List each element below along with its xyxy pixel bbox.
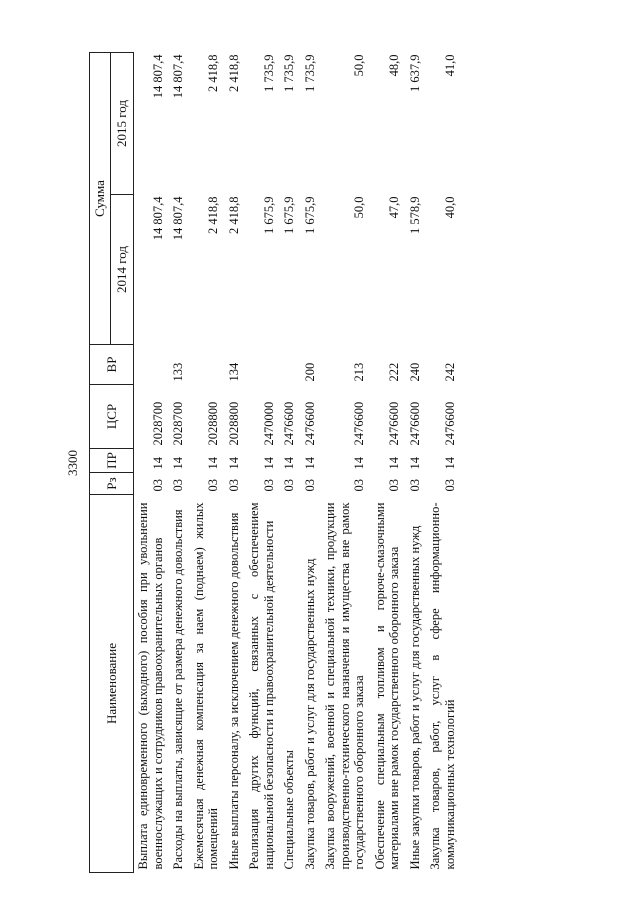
row-csr: 2028700	[171, 401, 185, 446]
row-csr: 2476600	[387, 401, 401, 446]
row-sum-2015: 1 735,9	[261, 54, 276, 92]
table-row	[134, 53, 169, 873]
row-rz: 03	[206, 479, 220, 492]
row-csr: 2476600	[442, 401, 457, 446]
row-sum-2014: 2 418,8	[226, 196, 241, 234]
row-name: Закупка товаров, работ и услуг для государственных нужд	[302, 558, 317, 870]
row-csr: 2476600	[302, 401, 317, 446]
row-sum-2015: 2 418,8	[206, 54, 220, 92]
row-vr: 222	[387, 362, 401, 382]
header-2014: 2014 год	[111, 195, 134, 345]
row-sum-2014: 40,0	[442, 196, 457, 219]
row-csr: 2476600	[407, 401, 422, 446]
row-vr	[189, 345, 224, 385]
header-vr: ВР	[90, 345, 134, 385]
row-sum-2014: 50,0	[352, 196, 366, 219]
row-vr	[134, 345, 169, 385]
row-csr: 2470000	[261, 401, 276, 446]
row-sum-2015: 14 807,4	[150, 54, 165, 99]
row-sum-2014: 47,0	[387, 196, 401, 219]
table-row	[244, 53, 279, 873]
row-sum-2015: 1 735,9	[282, 54, 296, 92]
row-csr: 2476600	[282, 401, 296, 446]
row-pr: 14	[387, 457, 401, 470]
row-vr	[279, 345, 300, 385]
row-sum-2015: 1 637,9	[407, 54, 422, 92]
row-sum-2015: 1 735,9	[302, 54, 317, 92]
table-body	[134, 53, 461, 873]
row-name: Иные выплаты персоналу, за исключением денежного довольствия	[226, 512, 241, 870]
row-vr: 133	[171, 362, 185, 382]
row-pr: 14	[150, 457, 165, 470]
row-pr: 14	[407, 457, 422, 470]
row-name: Закупка товаров, работ, услуг в сфере информационно-коммуникационных технологий	[428, 502, 457, 870]
row-sum-2014: 14 807,4	[150, 196, 165, 241]
table-row	[168, 53, 189, 873]
header-csr: ЦСР	[90, 385, 134, 449]
table-row	[189, 53, 224, 873]
table-row	[425, 53, 460, 873]
header-name: Наименование	[90, 495, 134, 873]
row-rz: 03	[282, 479, 296, 492]
header-pr: ПР	[90, 449, 134, 473]
row-csr: 2028700	[150, 401, 165, 446]
row-sum-2015: 50,0	[352, 54, 366, 77]
row-name: Выплата единовременного (выходного) пособия при увольнении военнослужащих и сотрудников правоохранительных органов	[136, 502, 165, 870]
row-sum-2015: 14 807,4	[171, 54, 185, 99]
table-row	[405, 53, 426, 873]
row-sum-2014: 2 418,8	[206, 196, 220, 234]
row-rz: 03	[150, 479, 165, 492]
rotated-page	[59, 53, 569, 873]
row-csr: 2028800	[206, 401, 220, 446]
row-name: Реализация других функций, связанных с обеспечением национальной безопасности и правоохранительной деятельности	[247, 502, 276, 870]
row-csr: 2028800	[226, 401, 241, 446]
row-vr: 242	[442, 362, 457, 382]
row-rz: 03	[171, 479, 185, 492]
table-row	[300, 53, 321, 873]
row-rz: 03	[407, 479, 422, 492]
table-row	[279, 53, 300, 873]
row-vr	[244, 345, 279, 385]
row-pr: 14	[261, 457, 276, 470]
row-sum-2015: 41,0	[442, 54, 457, 77]
row-sum-2014: 1 675,9	[261, 196, 276, 234]
row-name: Иные закупки товаров, работ и услуг для государственных нужд	[407, 525, 422, 870]
page-number: 3300	[65, 450, 80, 476]
row-name: Расходы на выплаты, зависящие от размера денежного довольствия	[171, 509, 185, 870]
row-sum-2014: 1 675,9	[282, 196, 296, 234]
header-rz: Рз	[90, 473, 134, 495]
row-rz: 03	[352, 479, 366, 492]
row-pr: 14	[302, 457, 317, 470]
row-rz: 03	[261, 479, 276, 492]
table-header	[90, 53, 134, 873]
row-sum-2015: 2 418,8	[226, 54, 241, 92]
row-sum-2014: 14 807,4	[171, 196, 185, 241]
row-pr: 14	[206, 457, 220, 470]
row-vr: 240	[407, 362, 422, 382]
header-sum: Сумма	[90, 53, 111, 345]
row-vr: 200	[302, 362, 317, 382]
row-rz: 03	[387, 479, 401, 492]
header-2015: 2015 год	[111, 53, 134, 195]
table-row	[370, 53, 405, 873]
row-sum-2015: 48,0	[387, 54, 401, 77]
row-pr: 14	[352, 457, 366, 470]
table-row	[320, 53, 370, 873]
row-vr: 134	[226, 362, 241, 382]
row-pr: 14	[282, 457, 296, 470]
budget-table	[89, 52, 460, 873]
row-name: Специальные объекты	[282, 750, 296, 870]
row-rz: 03	[442, 479, 457, 492]
row-pr: 14	[442, 457, 457, 470]
row-name: Обеспечение специальным топливом и горюче-смазочными материалами вне рамок государственного оборонного заказа	[372, 502, 401, 870]
row-csr: 2476600	[352, 401, 366, 446]
row-rz: 03	[226, 479, 241, 492]
row-vr: 213	[352, 362, 366, 382]
row-sum-2014: 1 675,9	[302, 196, 317, 234]
row-pr: 14	[171, 457, 185, 470]
row-rz: 03	[302, 479, 317, 492]
row-name: Ежемесячная денежная компенсация за наем (поднаем) жилых помещений	[191, 502, 220, 870]
row-pr: 14	[226, 457, 241, 470]
table-row	[224, 53, 245, 873]
row-sum-2014: 1 578,9	[407, 196, 422, 234]
row-name: Закупка вооружений, военной и специальной техники, продукции производственно-технического назначения и имущества вне рамок государственного оборонного заказа	[323, 502, 366, 870]
